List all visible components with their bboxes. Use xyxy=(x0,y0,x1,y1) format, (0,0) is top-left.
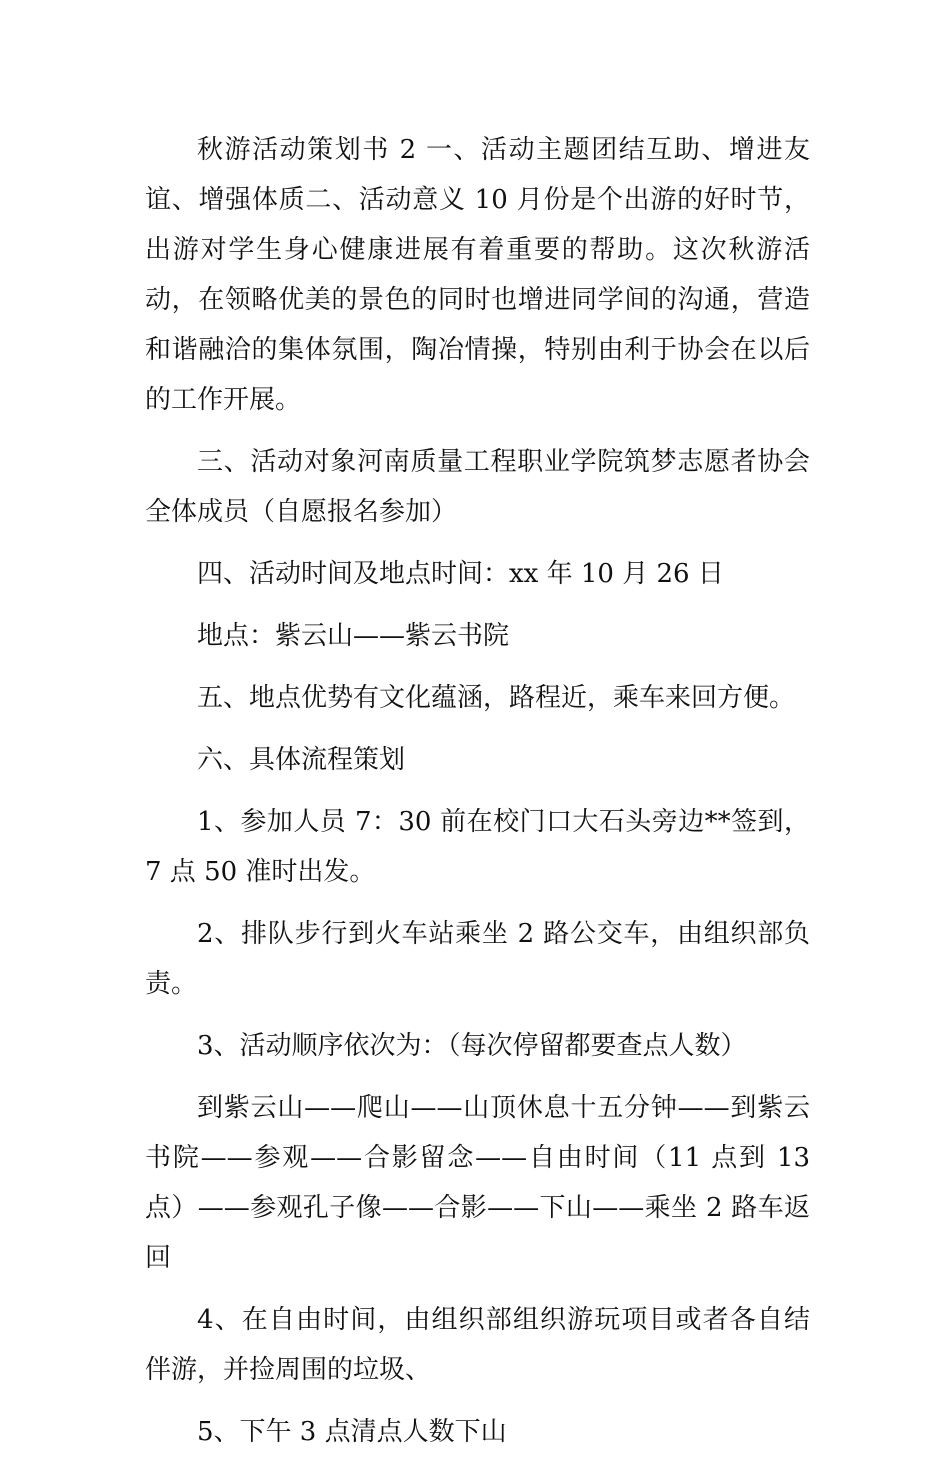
paragraph-process-heading: 六、具体流程策划 xyxy=(197,745,406,775)
paragraph-location: 地点：紫云山——紫云书院 xyxy=(197,621,510,651)
paragraph-step-5: 5、下午 3 点清点人数下山 xyxy=(197,1417,507,1447)
paragraph-step-4: 4、在自由时间，由组织部组织游玩项目或者各自结伴游，并捡周围的垃圾、 xyxy=(145,1305,810,1385)
paragraph-step-1: 1、参加人员 7：30 前在校门口大石头旁边**签到，7 点 50 准时出发。 xyxy=(145,807,810,887)
paragraph-activity-time: 四、活动时间及地点时间：xx 年 10 月 26 日 xyxy=(197,559,724,589)
paragraph-location-advantage: 五、地点优势有文化蕴涵，路程近，乘车来回方便。 xyxy=(197,683,796,713)
paragraph-activity-target: 三、活动对象河南质量工程职业学院筑梦志愿者协会全体成员（自愿报名参加） xyxy=(145,447,810,527)
paragraph-step-2: 2、排队步行到火车站乘坐 2 路公交车，由组织部负责。 xyxy=(145,919,810,999)
paragraph-route: 到紫云山——爬山——山顶休息十五分钟——到紫云书院——参观——合影留念——自由时间（11 点到 13 点）——参观孔子像——合影——下山——乘坐 2 路车返回 xyxy=(145,1093,810,1273)
document-body xyxy=(145,125,810,1457)
paragraph-step-3: 3、活动顺序依次为：（每次停留都要查点人数） xyxy=(197,1031,747,1061)
paragraph-activity-theme: 秋游活动策划书 2 一、活动主题团结互助、增进友谊、增强体质二、活动意义 10 月份是个出游的好时节，出游对学生身心健康进展有着重要的帮助。这次秋游活动，在领略优美的景色的同时也增进同学间的沟通，营造和谐融洽的集体氛围，陶冶情操，特别由利于协会在以后的工作开展。 xyxy=(145,135,810,415)
